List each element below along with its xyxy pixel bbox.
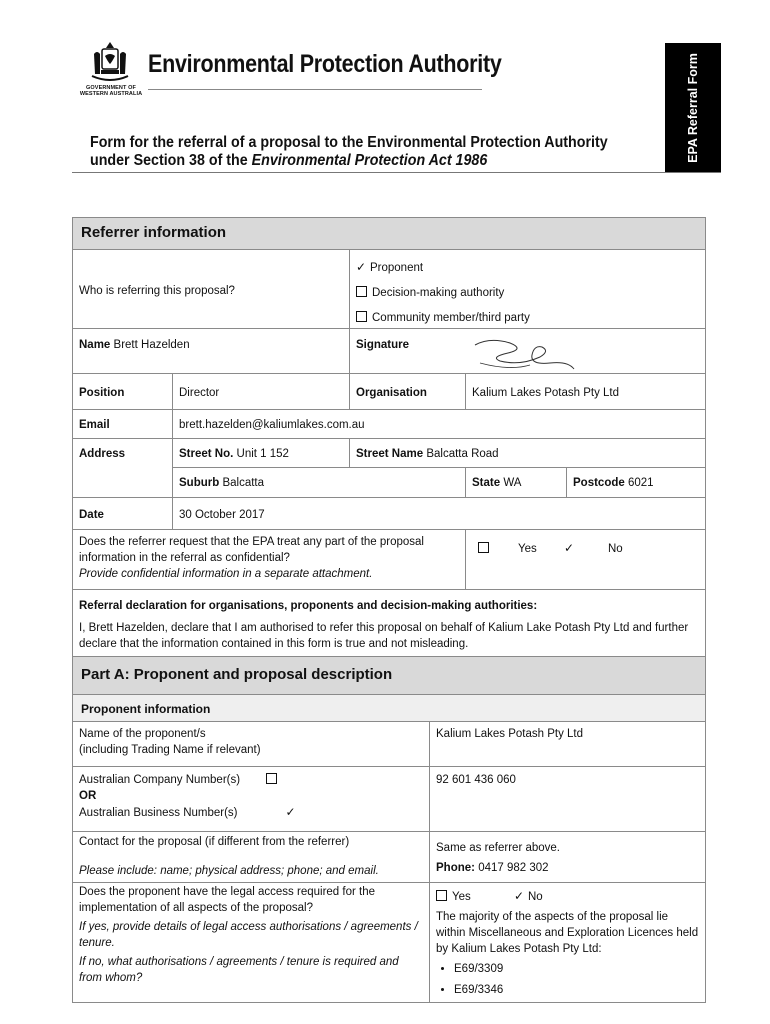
suburb-cell [172,467,466,498]
confidential-note: Provide confidential information in a separate attachment. [79,568,373,580]
phone-value: 0417 982 302 [478,862,549,874]
declaration-cell [72,589,706,657]
option-dma-label: Decision-making authority [372,287,505,299]
licence-list [454,961,699,998]
phone-row [436,860,699,876]
contact-label: Contact for the proposal (if different from the referrer) [79,836,350,848]
checkbox-icon [478,542,489,553]
proponent-name-label-cell [72,721,430,767]
suburb-value: Balcatta [222,477,265,489]
confidential-yes-label: Yes [518,543,537,555]
legal-yes-label: Yes [452,891,471,903]
option-community-label: Community member/third party [372,312,530,324]
gov-line-2: WESTERN AUSTRALIA [79,91,143,97]
section-heading-part-a: Part A: Proponent and proposal description [72,656,706,695]
checkmark-icon[interactable]: ✓ [285,805,296,819]
abn-row [79,804,423,821]
signature-label: Signature [356,339,410,351]
state-label: State [472,477,501,489]
form-title [90,134,608,170]
checkmark-icon: ✓ [563,541,575,555]
company-number-cell [72,766,430,832]
abn-value: 92 601 436 060 [429,766,706,832]
confidential-question-cell [72,529,466,590]
postcode-value: 6021 [627,477,654,489]
proponent-name-sublabel: (including Trading Name if relevant) [79,744,261,756]
postcode-label: Postcode [573,477,625,489]
signature-image [470,333,580,373]
option-proponent[interactable] [356,259,699,276]
header-divider [148,89,482,90]
confidential-no-option[interactable] [564,543,623,555]
option-community-member[interactable] [356,310,699,326]
confidential-answer-cell [465,529,706,590]
street-no-value: Unit 1 152 [236,448,289,460]
phone-label: Phone: [436,862,475,874]
legal-access-question: Does the proponent have the legal access required for the implementation of all aspects of the proposal? [79,886,375,914]
address-label: Address [72,438,173,498]
wa-government-logo [78,40,142,102]
agency-name: Environmental Protection Authority [148,50,502,78]
name-value: Brett Hazelden [113,339,190,351]
checkbox-icon [356,286,367,297]
checkmark-icon: ✓ [513,889,525,903]
option-decision-making-authority[interactable] [356,285,699,301]
confidential-yes-option[interactable] [478,543,537,555]
legal-no-label: No [527,891,543,903]
option-proponent-label: Proponent [370,262,424,274]
street-no-label: Street No. [179,448,234,460]
street-name-cell [349,438,706,468]
who-label: Who is referring this proposal? [72,249,350,329]
legal-access-question-cell [72,882,430,1003]
checkbox-icon [436,890,447,901]
legal-access-options [436,888,699,905]
confidential-no-label: No [607,543,623,555]
organisation-value: Kalium Lakes Potash Pty Ltd [465,373,706,410]
legal-access-if-no: If no, what authorisations / agreements / tenure is required and from whom? [79,956,399,984]
gov-line-1: GOVERNMENT OF [86,85,136,91]
abn-label: Australian Business Number(s) [79,807,238,819]
section-heading-referrer: Referrer information [72,217,706,250]
contact-value-cell [429,831,706,883]
side-tab [665,43,721,173]
declaration-text: I, Brett Hazelden, declare that I am authorised to refer this proposal on behalf of Kalium Lake Potash Pty Ltd and further declare that the information contained in this form is true and not misleading. [79,622,689,650]
proponent-name-label: Name of the proponent/s [79,728,206,740]
declaration-heading: Referral declaration for organisations, proponents and decision-making authorities: [79,600,538,612]
referrer-type-options [349,249,706,329]
confidential-question: Does the referrer request that the EPA treat any part of the proposal information in the referral as confidential? [79,536,424,564]
or-label: OR [79,790,97,802]
street-no-cell [172,438,350,468]
legal-access-answer-cell [429,882,706,1003]
title-divider [72,172,721,173]
street-name-value: Balcatta Road [426,448,499,460]
list-item: • E69/3309 [454,961,699,977]
contact-note: Please include: name; physical address; phone; and email. [79,865,379,877]
state-cell [465,467,567,498]
checkmark-icon: ✓ [356,260,367,274]
name-label: Name [79,339,111,351]
date-label: Date [72,497,173,530]
state-value: WA [503,477,522,489]
email-value: brett.hazelden@kaliumlakes.com.au [172,409,706,439]
form-title-line-1: Form for the referral of a proposal to the Environmental Protection Authority [90,134,608,151]
form-title-act: Environmental Protection Act 1986 [251,152,488,169]
list-item: • E69/3346 [454,982,699,998]
position-value: Director [172,373,350,410]
street-name-label: Street Name [356,448,424,460]
email-label: Email [72,409,173,439]
proponent-info-heading: Proponent information [72,694,706,722]
position-label: Position [72,373,173,410]
form-title-prefix: under Section 38 of the [90,152,252,169]
organisation-label: Organisation [349,373,466,410]
legal-access-if-yes: If yes, provide details of legal access authorisations / agreements / tenure. [79,921,418,949]
contact-label-cell [72,831,430,883]
name-cell [72,328,350,374]
side-tab-label: EPA Referral Form [686,53,700,163]
acn-label: Australian Company Number(s) [79,774,241,786]
government-label [78,85,144,97]
suburb-label: Suburb [179,477,220,489]
legal-yes-option[interactable] [436,891,471,903]
date-value: 30 October 2017 [172,497,706,530]
coat-of-arms-icon [88,40,132,84]
legal-no-option[interactable] [514,891,543,903]
contact-value: Same as referrer above. [436,842,561,854]
legal-access-detail: The majority of the aspects of the proposal lie within Miscellaneous and Exploration Licences held by Kalium Lakes Potash Pty Ltd: [436,911,699,955]
checkbox-icon[interactable] [266,773,277,784]
acn-row [79,772,423,788]
form-title-line-2 [90,152,608,170]
checkbox-icon [356,311,367,322]
postcode-cell [566,467,706,498]
proponent-name-value: Kalium Lakes Potash Pty Ltd [429,721,706,767]
